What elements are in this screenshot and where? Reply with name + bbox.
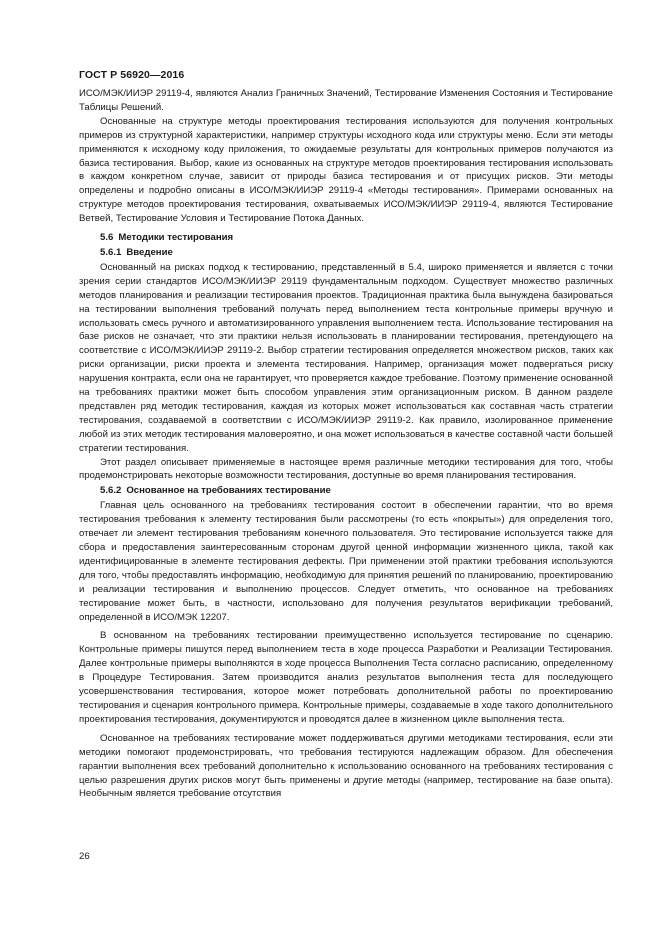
paragraph-continuation: ИСО/МЭК/ИИЭР 29119-4, являются Анализ Граничных Значений, Тестирование Изменения Состояния и Тестирование Таблицы Решений. [79, 88, 613, 113]
document-body [79, 87, 613, 801]
paragraph-section-purpose: Этот раздел описывает применяемые в настоящее время различные методики тестирования для того, чтобы продемонстрировать некоторые возможности тестирования, доступные во время планирования тестирования. [79, 456, 613, 482]
section-number: 5.6.2 [100, 485, 122, 497]
section-number: 5.6.1 [100, 246, 122, 258]
paragraph-risk-based: Основанный на рисках подход к тестированию, представленный в 5.4, широко применяется и является с точки зрения серии стандартов ИСО/МЭК/ИИЭР 29119 фундаментальным подходом. Существует множество различных методов планирования и реализации тестирования проектов. Традиционная практика была вынуждена базироваться на тестировании выполнения требований получать перед выполнением теста контрольные примеры вручную и использовать смесь ручного и автоматизированного управления выполнением теста. Использование тестирования на базе рисков не означает, что эти практики нельзя использовать в планировании тестирования, претендующего на соответствие с ИСО/МЭК/ИИЭР 29119-2. Выбор стратегии тестирования определяется множеством рисков, таких как риски организации, риски проекта и элемента тестирования. Например, организация может подвергаться риску нарушения контракта, если она не гарантирует, что проверяется каждое требование. Поэтому применение основанной на требованиях практики может быть способом управления этим организационным риском. В данном разделе представлен ряд методик тестирования, каждая из которых может использоваться как составная часть стратегии тестирования, создаваемой в соответствии с ИСО/МЭК/ИИЭР 29119-2. Как правило, изолированное применение любой из этих методик тестирования маловероятно, и она может использоваться в качестве составной части большей стратегии тестирования. [79, 261, 613, 454]
page-number: 26 [79, 851, 90, 862]
section-title: Методики тестирования [118, 232, 234, 244]
section-heading-5-6 [79, 231, 613, 245]
section-title: Введение [126, 246, 173, 258]
paragraph-requirements-goal: Главная цель основанного на требованиях тестирования состоит в обеспечении гарантии, что во время тестирования требования к элементу тестирования были рассмотрены (то есть «покрыты») для определения того, отвечает ли элемент тестирования требованиям конечного пользователя. Это тестирование используется также для сбора и предоставления заинтересованным сторонам другой ценной информации жизненного цикла, такой как идентифицированные в элементе тестирования дефекты. При применении этой практики требования используются для того, чтобы предоставлять информацию, необходимую для принятия решений по планированию, проектированию и реализации тестирования и выполнению процессов. Следует отметить, что основанное на требованиях тестирование может быть, в частности, использовано для получения результатов верификации требований, определенной в ИСО/МЭК 12207. [79, 500, 613, 623]
paragraph-structure-methods: Основанные на структуре методы проектирования тестирования используются для получения контрольных примеров из структурной характеристики, например структуры исходного кода или структуры меню. Если эти методы применяются к исходному коду приложения, то ожидаемые результаты для контрольных примеров получаются из базиса тестирования. Выбор, какие из основанных на структуре методов проектирования тестирования использовать в каждом конкретном случае, зависит от природы базиса тестирования и от присущих рисков. Эти методы определены и подробно описаны в ИСО/МЭК/ИИЭР 29119-4 «Методы тестирования». Примерами основанных на структуре методов проектирования тестирования, охватываемых ИСО/МЭК/ИИЭР 29119-4, являются Тестирование Ветвей, Тестирование Условия и Тестирование Потока Данных. [79, 115, 613, 225]
section-title: Основанное на требованиях тестирование [126, 485, 331, 497]
paragraph-supporting-methods: Основанное на требованиях тестирование может поддерживаться другими методиками тестирования, если эти методики помогают продемонстрировать, что требования тестируются надлежащим образом. Для обеспечения гарантии выполнения всех требований дополнительно к использованию основанного на требованиях тестирования с целью разрешения других рисков могут быть применены и другие методы (например, тестирование на базе опыта). Необычным является требование отсутствия [79, 732, 613, 800]
paragraph-scenario-testing: В основанном на требованиях тестировании преимущественно используется тестирование по сценарию. Контрольные примеры пишутся перед выполнением теста в ходе процесса Разработки и Реализации Тестирования. Далее контрольные примеры выполняются в ходе процесса Выполнения Теста согласно расписанию, определенному в Процедуре Тестирования. Затем производится анализ результатов выполнения теста для последующего усовершенствования тестирования, которое может потребовать дополнительной работы по проектированию тестирования и сценария контрольного примера. Контрольные примеры, создаваемые в ходе такого дополнительного проектирования тестирования, документируются и проводятся далее в жизненном цикле выполнения теста. [79, 630, 613, 725]
section-heading-5-6-1 [79, 246, 613, 260]
document-header: ГОСТ Р 56920—2016 [79, 69, 185, 81]
section-number: 5.6 [100, 232, 114, 244]
section-heading-5-6-2 [79, 484, 613, 498]
